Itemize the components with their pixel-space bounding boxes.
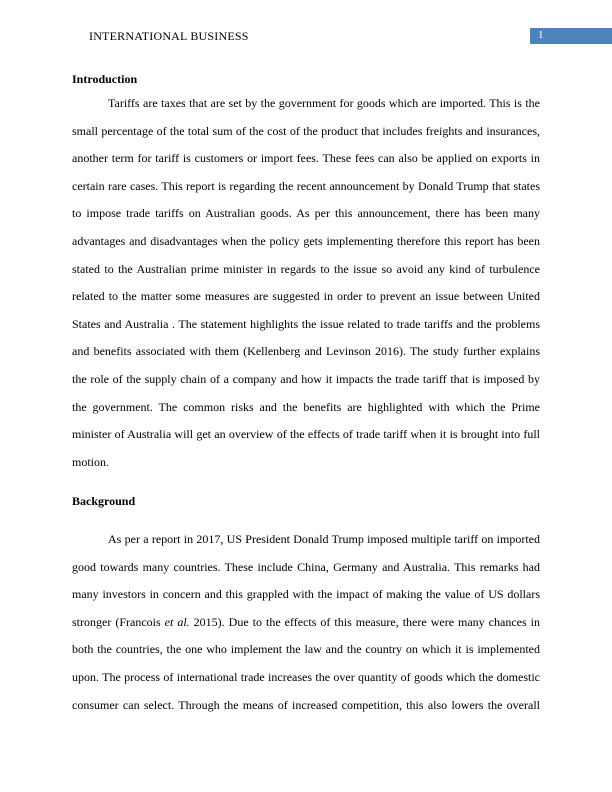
background-paragraph [72, 526, 540, 719]
paragraph-line: the role of the supply chain of a company and how it impacts the trade tariff that is imposed by [72, 371, 540, 386]
paragraph-line: good towards many countries. These include China, Germany and Australia. This remarks had [72, 559, 540, 574]
paragraph-line: certain rare cases. This report is regarding the recent announcement by Donald Trump that states [72, 178, 540, 193]
paragraph-line: motion. [72, 454, 110, 469]
paragraph-line: to impose trade tariffs on Australian goods. As per this announcement, there has been many [72, 206, 540, 221]
paragraph-line: both the countries, the one who implement the law and the country on which it is implemented [72, 642, 540, 657]
paragraph-line: stronger (Francois et al. 2015). Due to the effects of this measure, there were many chances in [72, 614, 540, 629]
page-number: 1 [538, 29, 544, 41]
paragraph-line: As per a report in 2017, US President Donald Trump imposed multiple tariff on imported [108, 532, 540, 546]
paragraph-line: and benefits associated with them (Kellenberg and Levinson 2016). The study further explains [72, 344, 540, 359]
paragraph-line: Tariffs are taxes that are set by the government for goods which are imported. This is the [108, 96, 540, 110]
paragraph-line: the government. The common risks and the benefits are highlighted with which the Prime [72, 399, 540, 414]
paragraph-line: upon. The process of international trade increases the over quantity of goods which the domestic [72, 669, 540, 684]
paragraph-line: advantages and disadvantages when the policy gets implementing therefore this report has been [72, 233, 540, 248]
running-header-title: INTERNATIONAL BUSINESS [89, 29, 249, 43]
introduction-paragraph [72, 90, 540, 476]
paragraph-line: small percentage of the total sum of the cost of the product that includes freights and insurances, [72, 123, 540, 138]
paragraph-line: another term for tariff is customers or import fees. These fees can also be applied on exports in [72, 151, 540, 166]
page-number-badge [530, 28, 612, 44]
paragraph-line: stated to the Australian prime minister in regards to the issue so avoid any kind of turbulence [72, 261, 540, 276]
paragraph-line: related to the matter some measures are suggested in order to prevent an issue between United [72, 289, 540, 304]
paragraph-line: consumer can select. Through the means of increased competition, this also lowers the overall [72, 697, 540, 712]
paragraph-line: States and Australia . The statement highlights the issue related to trade tariffs and the problems [72, 316, 540, 331]
paragraph-line: minister of Australia will get an overview of the effects of trade tariff when it is brought into full [72, 427, 540, 442]
section-heading-background: Background [72, 494, 136, 508]
paragraph-line: many investors in concern and this grappled with the impact of making the value of US dollars [72, 587, 540, 602]
section-heading-introduction: Introduction [72, 72, 138, 86]
